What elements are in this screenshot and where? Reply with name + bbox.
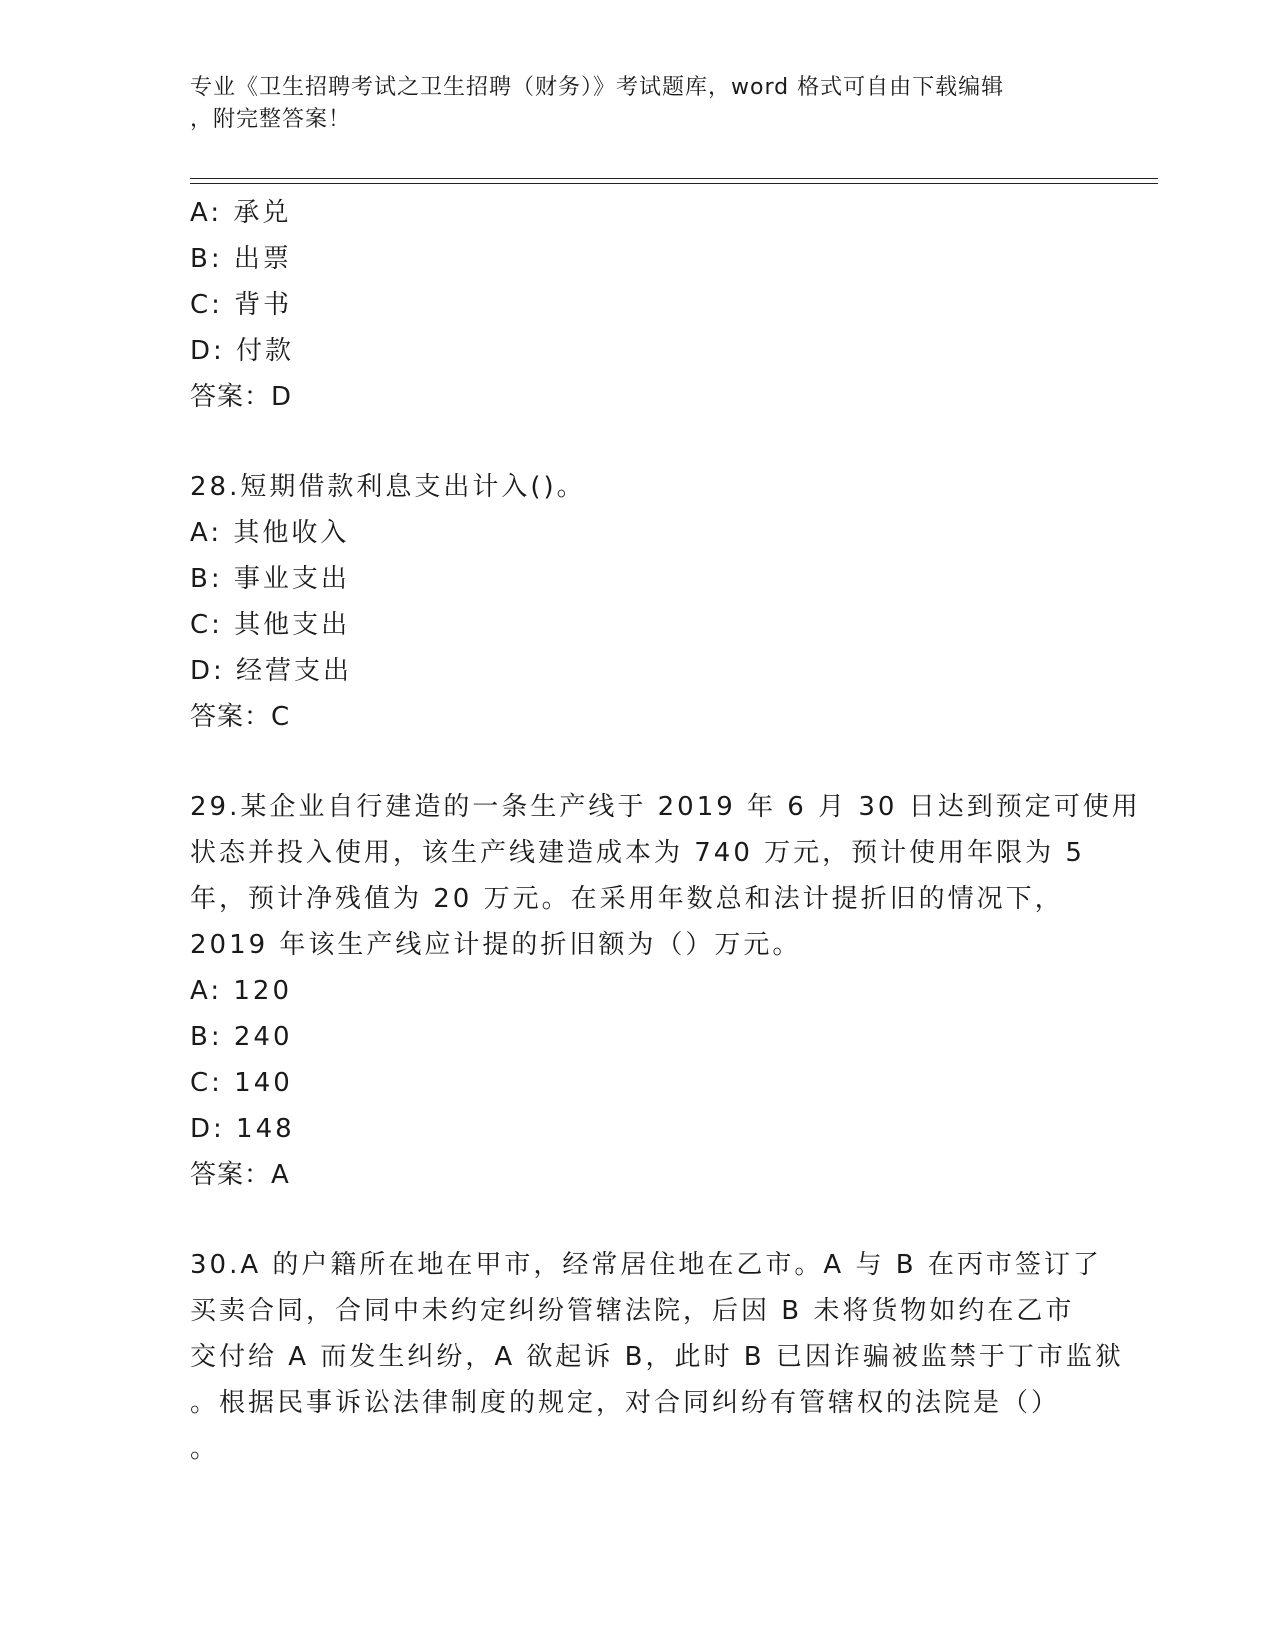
option-c: C: 其他支出 — [190, 610, 351, 640]
question-29 — [190, 784, 1141, 1198]
option-a: A: 120 — [190, 976, 292, 1006]
option-d: D: 148 — [190, 1114, 295, 1144]
question-stem: 28.短期借款利息支出计入()。 — [190, 472, 586, 502]
header-line-2: ，附完整答案！ — [190, 107, 352, 132]
spacer — [190, 420, 1090, 464]
question-stem-line: 29.某企业自行建造的一条生产线于 2019 年 6 月 30 日达到预定可使用 — [190, 792, 1141, 822]
option-a: A: 其他收入 — [190, 518, 350, 548]
question-stem-line: 。 — [190, 1434, 220, 1464]
spacer — [190, 1198, 1090, 1242]
answer-line: 答案：A — [190, 1160, 290, 1190]
answer-line: 答案：C — [190, 702, 291, 732]
header-divider-bottom — [190, 183, 1158, 184]
option-b: B: 240 — [190, 1022, 293, 1052]
question-stem-line: 。根据民事诉讼法律制度的规定，对合同纠纷有管辖权的法院是（） — [190, 1388, 1061, 1418]
option-b: B: 事业支出 — [190, 564, 350, 594]
question-stem-line: 2019 年该生产线应计提的折旧额为（）万元。 — [190, 930, 802, 960]
question-stem-line: 年，预计净残值为 20 万元。在采用年数总和法计提折旧的情况下， — [190, 884, 1064, 914]
option-d: D: 经营支出 — [190, 656, 353, 686]
question-28 — [190, 464, 1090, 740]
question-stem-line: 交付给 A 而发生纠纷，A 欲起诉 B，此时 B 已因诈骗被监禁于丁市监狱 — [190, 1342, 1124, 1372]
question-stem-line: 状态并投入使用，该生产线建造成本为 740 万元，预计使用年限为 5 — [190, 838, 1085, 868]
option-c: C: 140 — [190, 1068, 293, 1098]
question-30 — [190, 1242, 1124, 1472]
spacer — [190, 740, 1090, 784]
document-header — [190, 72, 1090, 136]
question-stem-line: 买卖合同，合同中未约定纠纷管辖法院，后因 B 未将货物如约在乙市 — [190, 1296, 1075, 1326]
option-b: B: 出票 — [190, 244, 292, 274]
option-a: A: 承兑 — [190, 198, 292, 228]
question-list — [190, 190, 1141, 1472]
option-d: D: 付款 — [190, 336, 295, 366]
answer-line: 答案：D — [190, 382, 293, 412]
header-divider-top — [190, 178, 1158, 179]
question-27 — [190, 190, 1090, 420]
header-line-1: 专业《卫生招聘考试之卫生招聘（财务）》考试题库，word 格式可自由下载编辑 — [190, 75, 1005, 100]
question-stem-line: 30.A 的户籍所在地在甲市，经常居住地在乙市。A 与 B 在丙市签订了 — [190, 1250, 1102, 1280]
option-c: C: 背书 — [190, 290, 293, 320]
